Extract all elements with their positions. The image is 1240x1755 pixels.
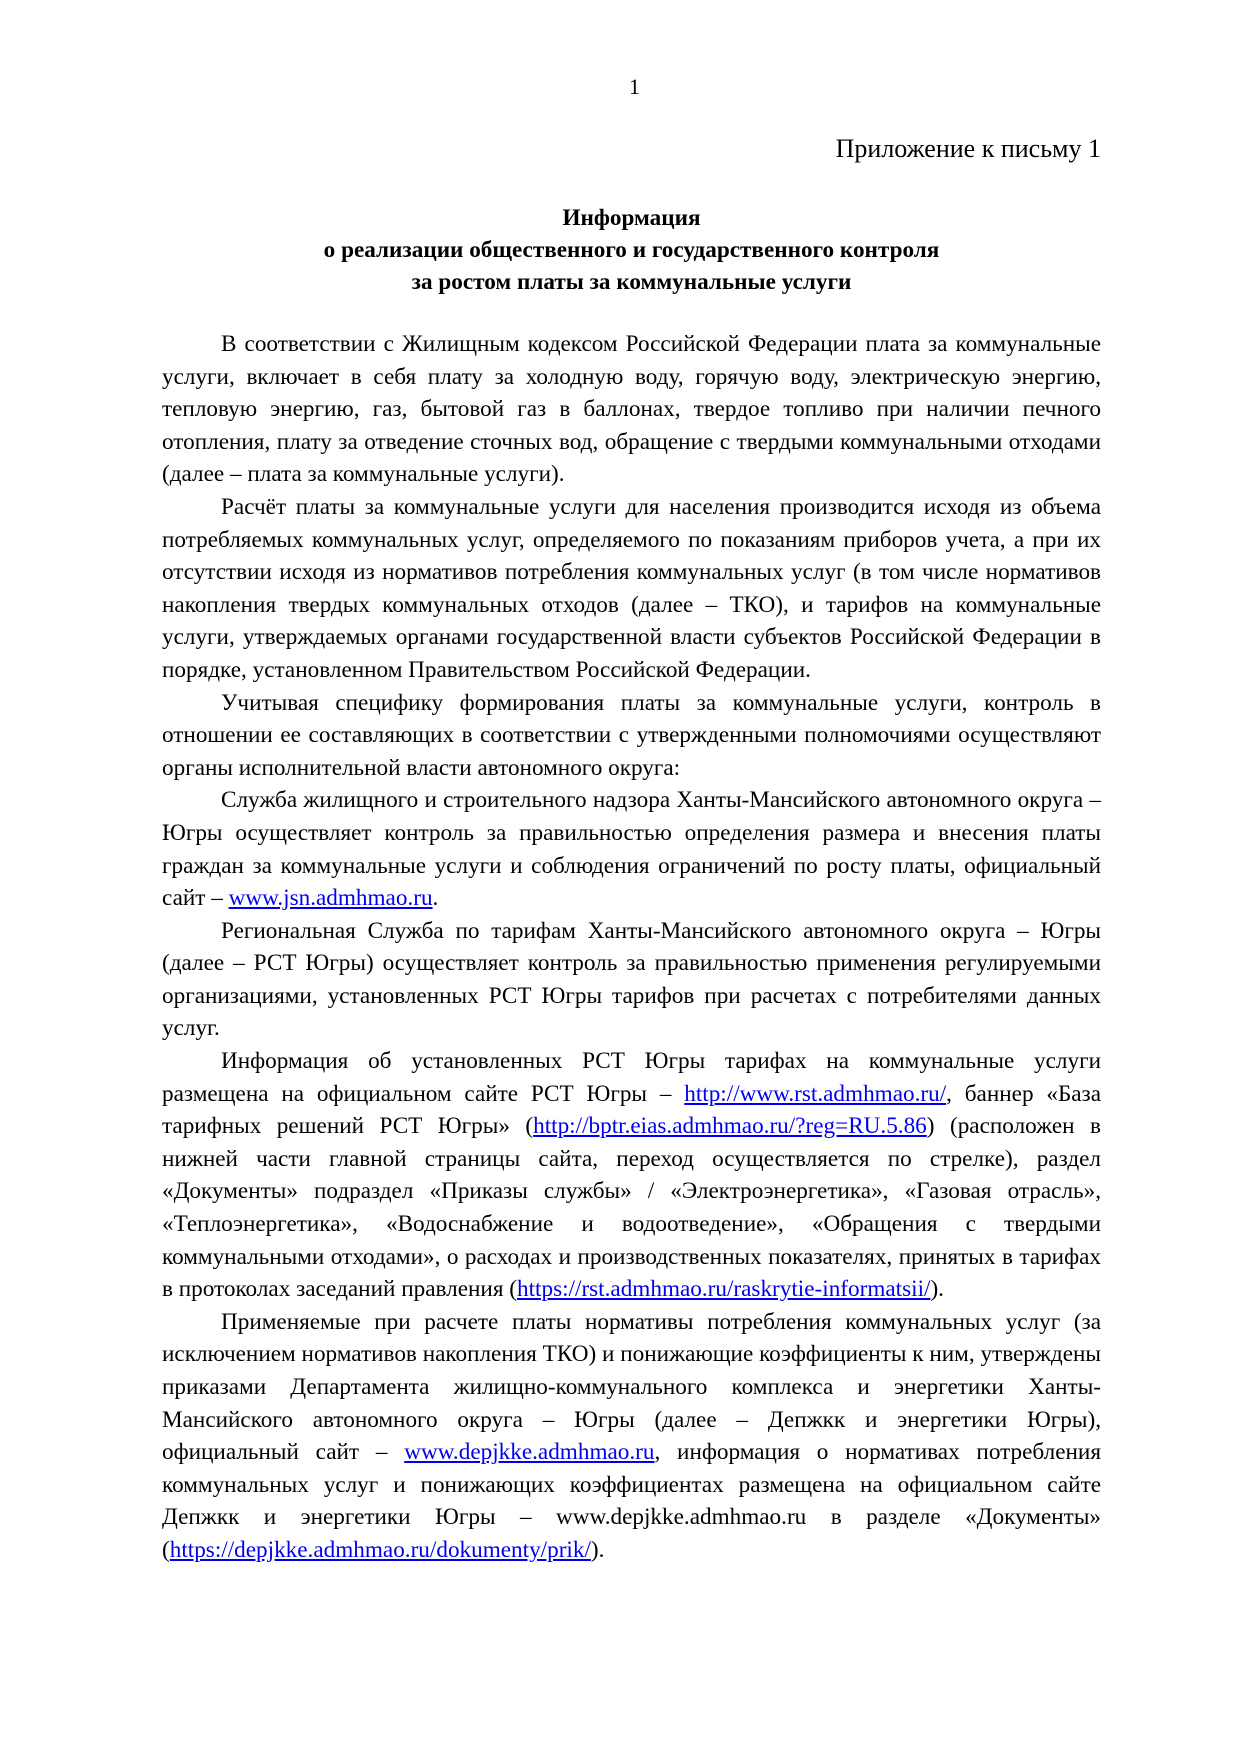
paragraph-7 [162, 1306, 1101, 1567]
title-line-2: о реализации общественного и государственного контроля [323, 237, 940, 263]
paragraph-6-text-4: ). [930, 1276, 944, 1303]
paragraph-4-text: Служба жилищного и строительного надзора Ханты-Мансийского автономного округа – Югры осуществляет контроль за правильностью определения размера и внесения платы граждан за коммунальные услуги и соблюдения ограничений по росту платы, официальный сайт – [162, 787, 1101, 912]
paragraph-2: Расчёт платы за коммунальные услуги для населения производится исходя из объема потребляемых коммунальных услуг, определяемого по показаниям приборов учета, а при их отсутствии исходя из нормативов потребления коммунальных услуг (в том числе нормативов накопления твердых коммунальных отходов (далее – ТКО), и тарифов на коммунальные услуги, утверждаемых органами государственной власти субъектов Российской Федерации в порядке, установленном Правительством Российской Федерации. [162, 493, 1101, 683]
document-title [162, 202, 1101, 298]
paragraph-6-text-2: , баннер «База тарифных решений РСТ Югры» ( [162, 1080, 1101, 1140]
paragraph-7-text-3: ). [590, 1536, 605, 1563]
paragraph-6-text-1: Информация об установленных РСТ Югры тарифах на коммунальные услуги размещена на официальном сайте РСТ Югры – [162, 1048, 1101, 1107]
paragraph-5: Региональная Служба по тарифам Ханты-Мансийского автономного округа – Югры (далее – РСТ Югры) осуществляет контроль за правильностью применения регулируемыми организациями, установленных РСТ Югры тарифов при расчетах с потребителями данных услуг. [162, 917, 1101, 1042]
page-number: 1 [629, 74, 640, 99]
paragraph-4 [162, 784, 1101, 914]
title-line-3: за ростом платы за коммунальные услуги [411, 269, 852, 295]
annex-label: Приложение к письму 1 [835, 134, 1101, 163]
paragraph-6 [162, 1045, 1101, 1306]
rst-site-link[interactable]: http://www.rst.admhmao.ru/ [684, 1080, 947, 1107]
paragraph-3: Учитывая специфику формирования платы за коммунальные услуги, контроль в отношении ее составляющих в соответствии с утвержденными полномочиями осуществляют органы исполнительной власти автономного округа: [162, 689, 1101, 781]
jsn-site-link[interactable]: www.jsn.admhmao.ru [228, 885, 433, 912]
title-line-1: Информация [562, 205, 701, 231]
depjkke-documents-link[interactable]: https://depjkke.admhmao.ru/dokumenty/prik/ [169, 1536, 591, 1563]
paragraph-7-text-2: , информация о нормативах потребления коммунальных услуг и понижающих коэффициентах размещена на официальном сайте Депжкк и энергетики Югры – www.depjkke.admhmao.ru в разделе «Документы» ( [162, 1439, 1102, 1563]
depjkke-site-link[interactable]: www.depjkke.admhmao.ru [404, 1439, 655, 1466]
rst-disclosure-link[interactable]: https://rst.admhmao.ru/raskrytie-informatsii/ [517, 1276, 931, 1303]
bptr-site-link[interactable]: http://bptr.eias.admhmao.ru/?reg=RU.5.86 [533, 1113, 927, 1140]
paragraph-6-text-3: ) (расположен в нижней части главной страницы сайта, переход осуществляется по стрелке), раздел «Документы» подраздел «Приказы службы» / «Электроэнергетика», «Газовая отрасль», «Теплоэнергетика», «Водоснабжение и водоотведение», «Обращения с твердыми коммунальными отходами», о расходах и производственных показателях, принятых в тарифах в протоколах заседаний правления ( [162, 1113, 1101, 1303]
paragraph-4-end: . [432, 885, 439, 912]
paragraph-1: В соответствии с Жилищным кодексом Российской Федерации плата за коммунальные услуги, включает в себя плату за холодную воду, горячую воду, электрическую энергию, тепловую энергию, газ, бытовой газ в баллонах, твердое топливо при наличии печного отопления, плату за отведение сточных вод, обращение с твердыми коммунальными отходами (далее – плата за коммунальные услуги). [162, 331, 1101, 488]
paragraph-7-text-1: Применяемые при расчете платы нормативы потребления коммунальных услуг (за исключением нормативов накопления ТКО) и понижающие коэффициенты к ним, утверждены приказами Департамента жилищно-коммунального комплекса и энергетики Ханты-Мансийского автономного округа – Югры (далее – Депжкк и энергетики Югры), официальный сайт – [162, 1308, 1101, 1466]
